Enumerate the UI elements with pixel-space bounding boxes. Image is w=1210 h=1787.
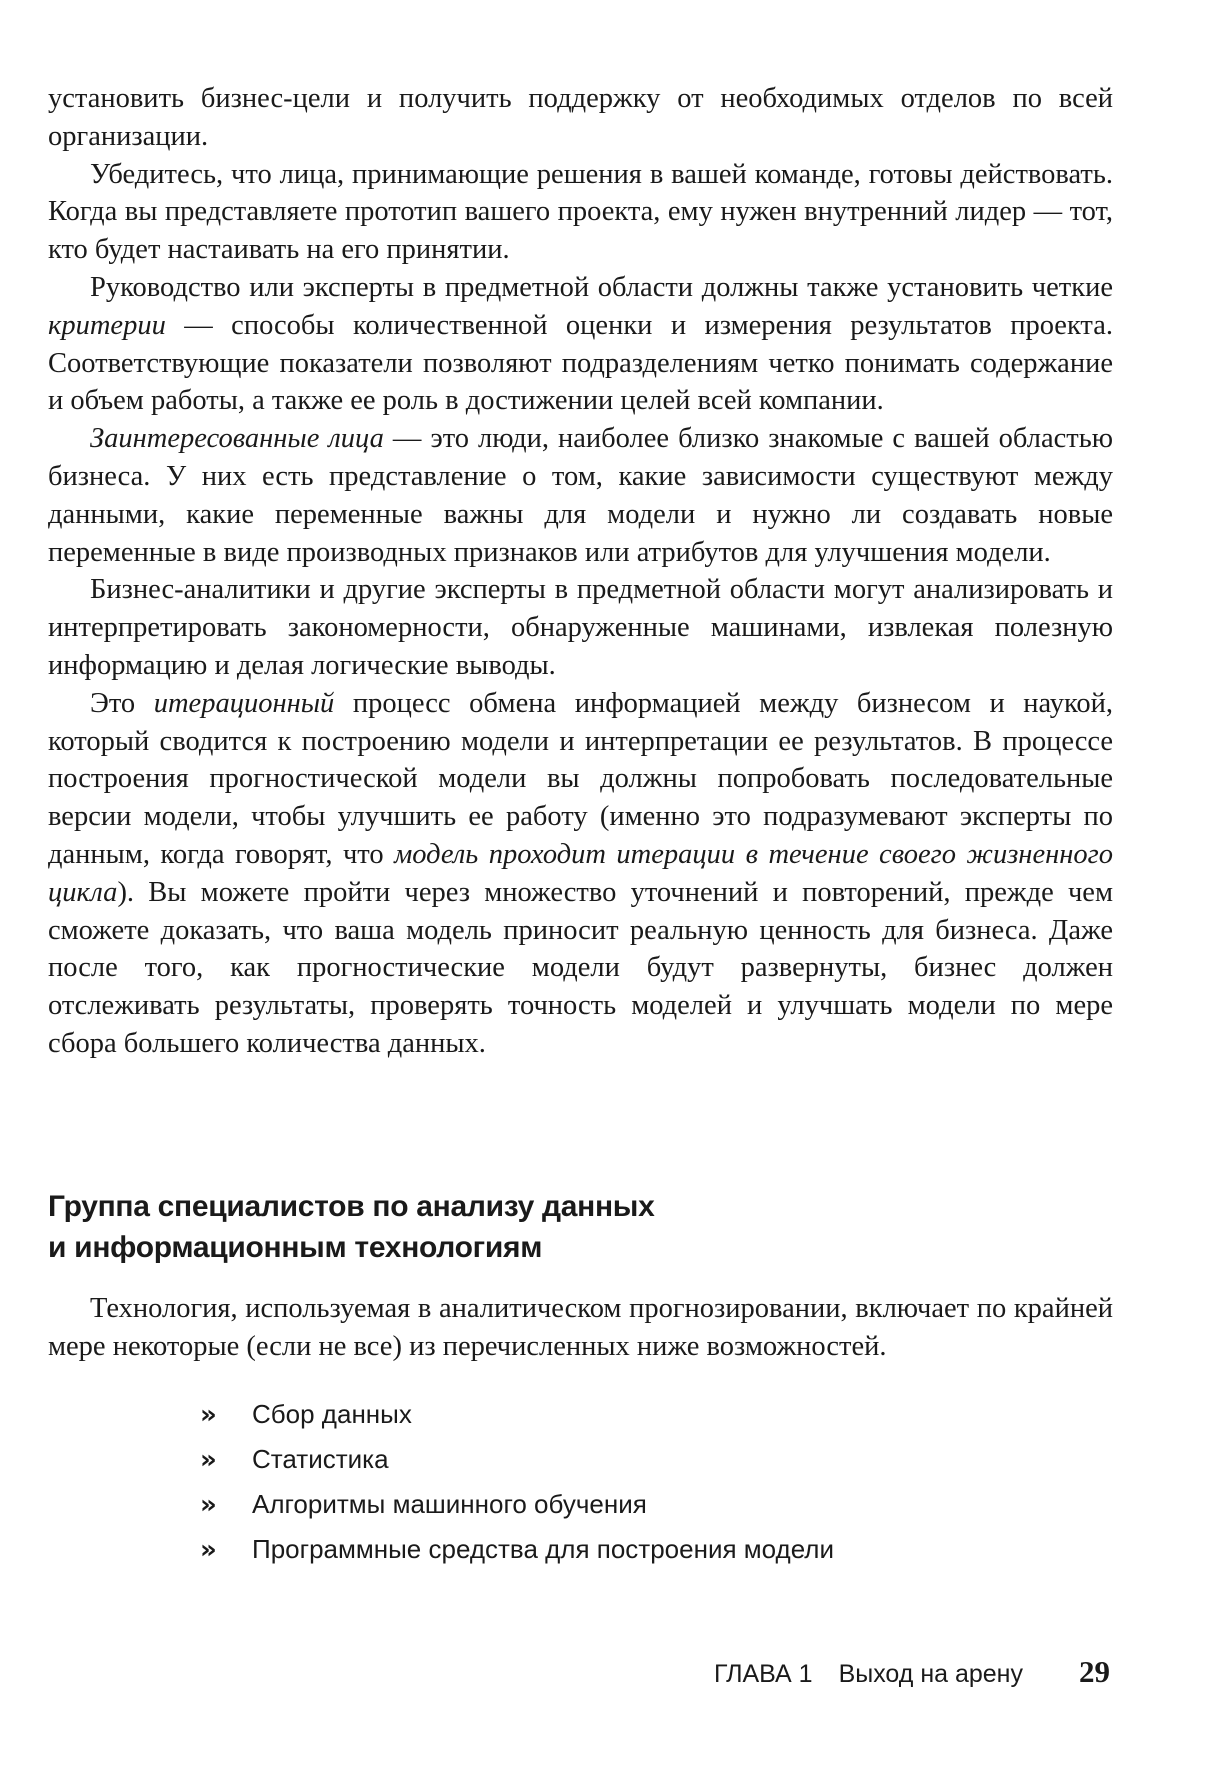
text-run: Бизнес-аналитики и другие эксперты в предметной области могут анализировать и интерпретировать закономерности, обнаруженные машинами, извлекая полезную информацию и делая логические выводы. (48, 574, 1113, 681)
text-run: Это (90, 687, 154, 719)
list-item-text: Программные средства для построения модели (252, 1534, 835, 1564)
list-item-text: Сбор данных (252, 1399, 412, 1429)
bullet-marker: » (200, 1444, 217, 1475)
body-paragraph (48, 269, 1113, 420)
capabilities-list (200, 1392, 1100, 1572)
intro-paragraph: Технология, используемая в аналитическом прогнозировании, включает по крайней мере некоторые (если не все) из перечисленных ниже возможностей. (48, 1293, 1113, 1362)
italic-term: Заинтересованные лица (90, 423, 384, 455)
page-footer (0, 1654, 1110, 1690)
list-item-text: Алгоритмы машинного обучения (252, 1489, 647, 1519)
body-paragraph (48, 80, 1113, 156)
chapter-title: Выход на арену (838, 1660, 1023, 1688)
section-heading-line-2: и информационным технологиям (48, 1231, 543, 1264)
list-item (200, 1527, 1100, 1572)
text-run: установить бизнес-цели и получить поддержку от необходимых отделов по всей организации. (48, 83, 1113, 152)
text-run: процесс обмена информацией между бизнесом и наукой, который сводится к построению модели и интерпретации ее результатов. В процессе построения прогностической модели вы должны попробовать последовательные версии модели, чтобы улучшить ее работу (именно это подразумевают эксперты по данным, когда говорят, что (48, 687, 1113, 870)
list-item-text: Статистика (252, 1444, 389, 1474)
italic-term: модель проходит итерации в течение своего жизненного цикла (48, 838, 1113, 908)
text-run: ). Вы можете пройти через множество уточнений и повторений, прежде чем сможете доказать, что ваша модель приносит реальную ценность для бизнеса. Даже после того, как прогностические модели будут развернуты, бизнес должен отслеживать результаты, проверять точность моделей и улучшать модели по мере сбора большего количества данных. (48, 876, 1113, 1059)
italic-term: итерационный (153, 687, 335, 719)
text-run: — это люди, наиболее близко знакомые с вашей областью бизнеса. У них есть представление о том, какие зависимости существуют между данными, какие переменные важны для модели и нужно ли создавать новые переменные в виде производных признаков или атрибутов для улучшения модели. (48, 423, 1113, 568)
page-number: 29 (1079, 1654, 1110, 1689)
bullet-marker: » (200, 1489, 217, 1520)
italic-term: критерии (48, 309, 166, 341)
body-text (48, 80, 1113, 1063)
text-run: — способы количественной оценки и измерения результатов проекта. Соответствующие показатели позволяют подразделениям четко понимать содержание и объем работы, а также ее роль в достижении целей всей компании. (48, 309, 1113, 417)
list-item (200, 1437, 1100, 1482)
bullet-marker: » (200, 1534, 217, 1565)
body-paragraph (48, 685, 1113, 1063)
body-paragraph (48, 420, 1113, 571)
chapter-label: ГЛАВА 1 (713, 1660, 813, 1688)
bullet-marker: » (200, 1399, 217, 1430)
section-heading (48, 1186, 1113, 1268)
section-heading-line-1: Группа специалистов по анализу данных (48, 1190, 655, 1223)
intro-paragraph-block (48, 1290, 1113, 1366)
text-run: Руководство или эксперты в предметной области должны также установить четкие (90, 271, 1113, 303)
list-item (200, 1392, 1100, 1437)
text-run: Убедитесь, что лица, принимающие решения в вашей команде, готовы действовать. Когда вы представляете прототип вашего проекта, ему нужен внутренний лидер — тот, кто будет настаивать на его принятии. (48, 158, 1113, 266)
body-paragraph (48, 156, 1113, 269)
body-paragraph (48, 571, 1113, 684)
list-item (200, 1482, 1100, 1527)
